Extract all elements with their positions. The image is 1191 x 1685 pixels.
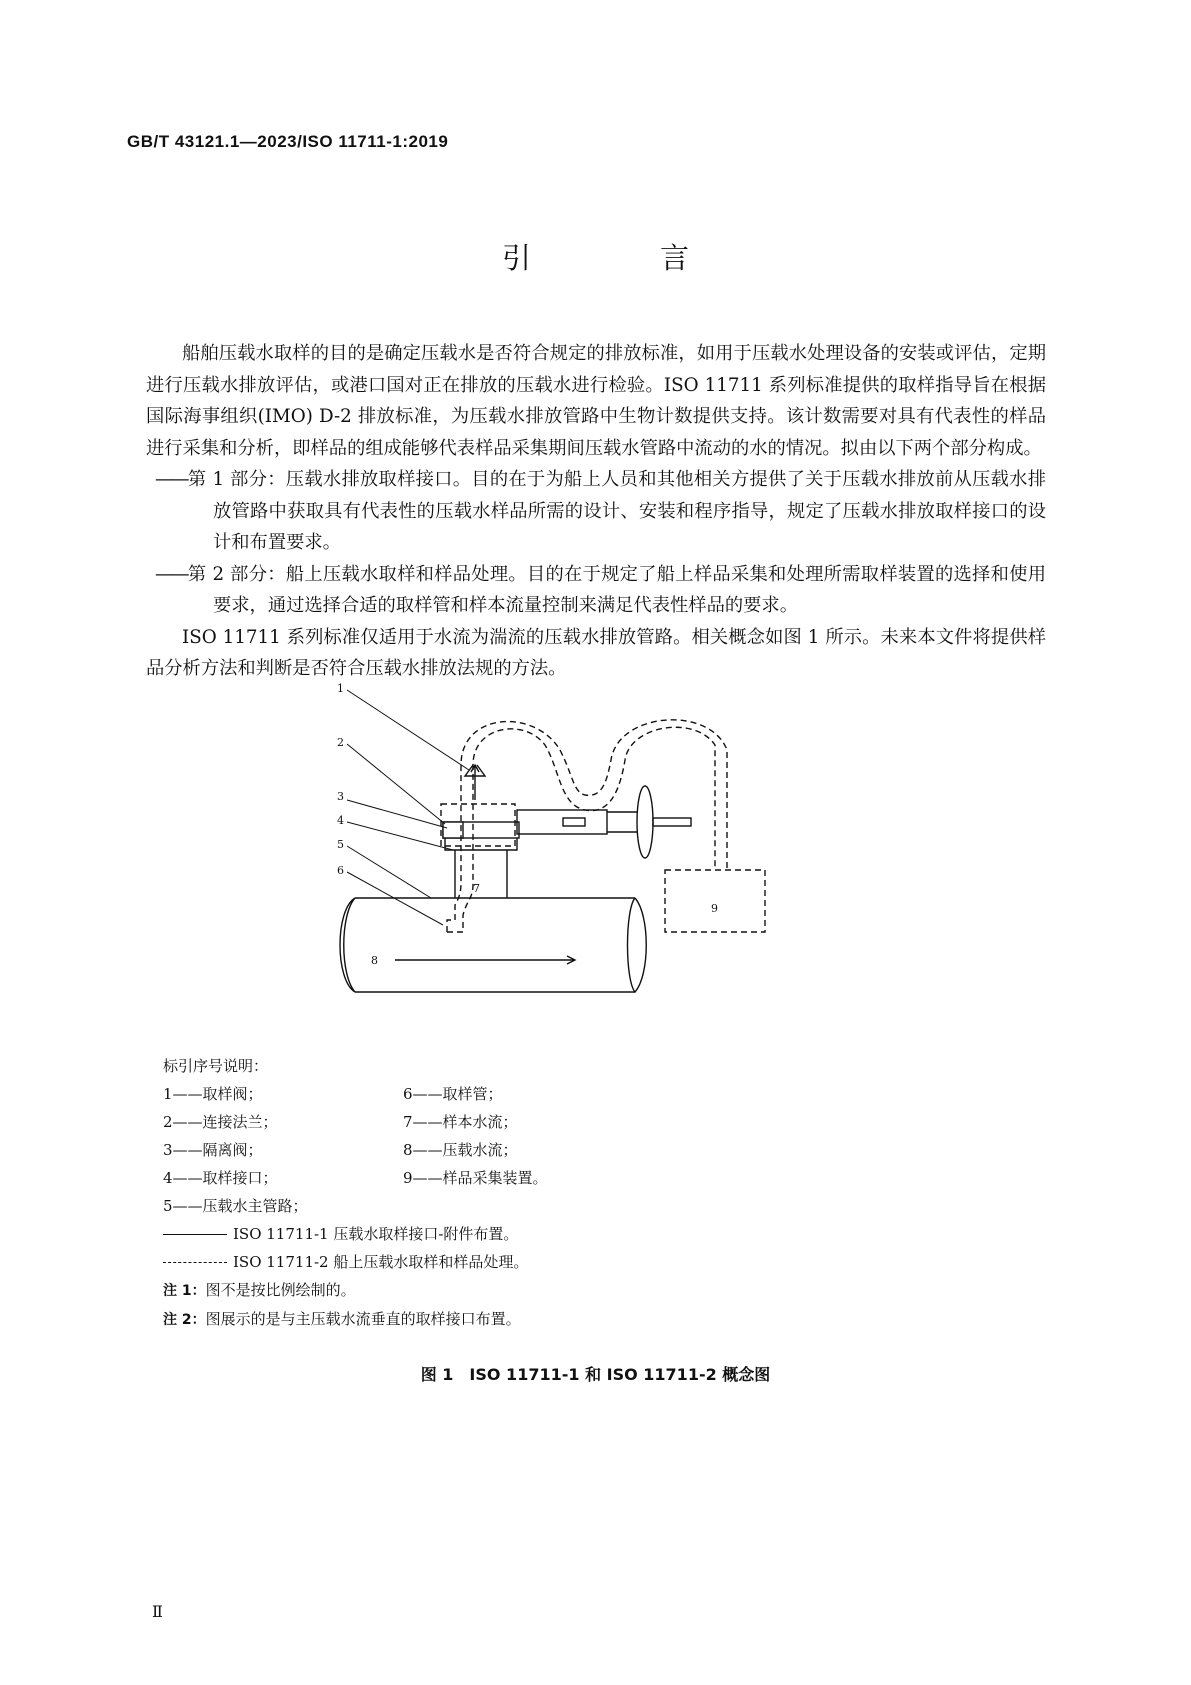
valve-body [517, 810, 607, 834]
callout-7: 7 [473, 882, 480, 895]
valve-wheel [637, 786, 653, 858]
paragraph-scope: ISO 11711 系列标准仅适用于水流为湍流的压载水排放管路。相关概念如图 1 所示。未来本文件将提供样品分析方法和判断是否符合压载水排放法规的方法。 [146, 626, 1046, 679]
note-1 [163, 1276, 863, 1305]
legend-solid-key [163, 1220, 863, 1248]
callout-6: 6 [337, 864, 344, 877]
list-item-part1 [146, 464, 1046, 559]
note-2-text: 图展示的是与主压载水流垂直的取样接口布置。 [205, 1310, 521, 1328]
sampling-port [455, 850, 507, 898]
note-1-text: 图不是按比例绘制的。 [205, 1281, 356, 1299]
legend-item: 3——隔离阀； [163, 1141, 263, 1159]
sample-flow-arrow [471, 765, 479, 800]
note-2 [163, 1305, 863, 1334]
valve-shaft [653, 818, 691, 826]
dash-line-sample [163, 1262, 227, 1263]
callout-9: 9 [711, 902, 718, 915]
legend-item: 8——压载水流； [403, 1141, 518, 1159]
paragraph-intro: 船舶压载水取样的目的是确定压载水是否符合规定的排放标准，如用于压载水处理设备的安装或评估，定期进行压载水排放评估，或港口国对正在排放的压载水进行检验。ISO 11711 系列标准提供的取样指导旨在根据国际海事组织(IMO) D-2 排放标准，为压载水排放管路中生物计数提供支持。该计数需要对具有代表性的样品进行采集和分析，即样品的组成能够代表样品采集期间压载水管路中流动的水的情况。拟由以下两个部分构成。 [146, 343, 1046, 459]
legend-dash-key [163, 1248, 863, 1276]
callout-3: 3 [337, 790, 344, 803]
callout-2: 2 [337, 736, 344, 749]
legend-heading: 标引序号说明： [163, 1057, 269, 1075]
legend-row [163, 1136, 863, 1164]
list-item-part2 [146, 559, 1046, 622]
ballast-flow-arrow [395, 956, 575, 964]
callout-5: 5 [337, 838, 344, 851]
standard-code: GB/T 43121.1—2023/ISO 11711-1:2019 [127, 132, 449, 151]
list-item-text: 第 1 部分：压载水排放取样接口。目的在于为船上人员和其他相关方提供了关于压载水排放前从压载水排放管路中获取具有代表性的压载水样品所需的设计、安装和程序指导，规定了压载水排放取样接口的设计和布置要求。 [187, 469, 1046, 553]
legend-row [163, 1080, 863, 1108]
callout-4: 4 [337, 814, 344, 827]
legend-item: 1——取样阀； [163, 1085, 263, 1103]
legend [163, 1052, 863, 1334]
note-1-label: 注 1： [163, 1283, 206, 1299]
legend-row [163, 1108, 863, 1136]
list-dash: —— [155, 469, 188, 490]
page-title: 引 言 [501, 241, 739, 275]
legend-row [163, 1164, 863, 1192]
sampling-tube [447, 727, 715, 932]
callout-lines [347, 690, 469, 925]
dash-key-text: ISO 11711-2 船上压载水取样和样品处理。 [233, 1253, 529, 1271]
legend-row [163, 1192, 863, 1220]
legend-item: 9——样品采集装置。 [403, 1169, 548, 1187]
valve-handle [607, 812, 637, 832]
legend-item: 7——样本水流； [403, 1113, 518, 1131]
main-pipe [355, 898, 635, 992]
legend-item: 4——取样接口； [163, 1169, 278, 1187]
sample-collection-device [665, 870, 765, 932]
legend-item: 5——压载水主管路； [163, 1197, 308, 1215]
solid-key-text: ISO 11711-1 压载水取样接口-附件布置。 [233, 1225, 519, 1243]
callout-8: 8 [371, 954, 378, 967]
concept-diagram [335, 682, 805, 1000]
pipe-right-end [628, 898, 647, 992]
note-2-label: 注 2： [163, 1312, 206, 1328]
pipe-left-end [340, 898, 355, 992]
legend-item: 2——连接法兰； [163, 1113, 278, 1131]
body-text [146, 338, 1046, 685]
isolation-valve [443, 822, 463, 838]
legend-item: 6——取样管； [403, 1085, 503, 1103]
list-item-text: 第 2 部分：船上压载水取样和样品处理。目的在于规定了船上样品采集和处理所需取样装置的选择和使用要求，通过选择合适的取样管和样本流量控制来满足代表性样品的要求。 [187, 563, 1046, 616]
port-body [445, 838, 517, 850]
solid-line-sample [163, 1234, 227, 1235]
list-dash: —— [155, 563, 188, 585]
figure-caption: 图 1 ISO 11711-1 和 ISO 11711-2 概念图 [420, 1365, 771, 1384]
valve-stem [563, 818, 585, 826]
callout-1: 1 [337, 682, 344, 695]
page-number: Ⅱ [152, 1602, 163, 1621]
